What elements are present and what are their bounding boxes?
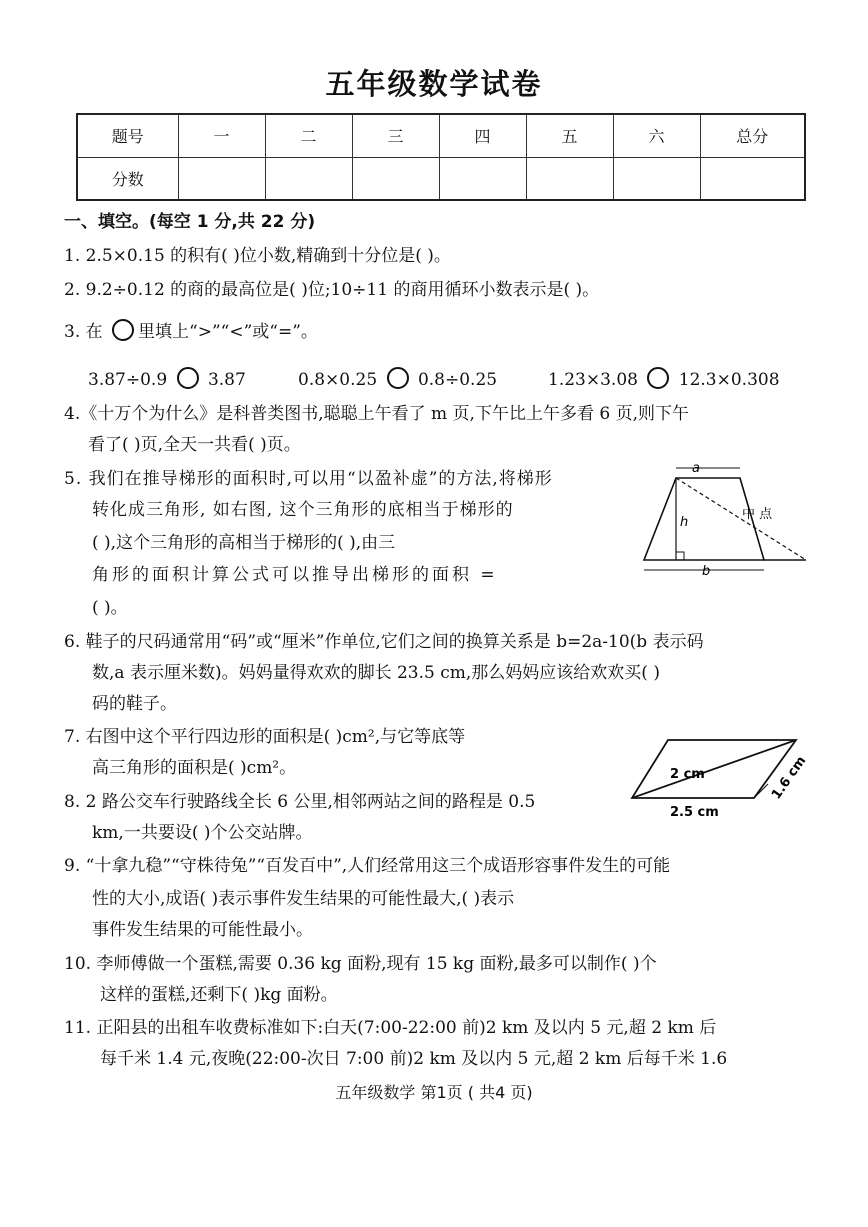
answer-circle[interactable]: [387, 367, 409, 389]
q3-text2: 里填上“>”“<”或“=”。: [138, 322, 318, 342]
label-2.5cm: 2.5 cm: [670, 805, 719, 820]
page-title: 五年级数学试卷: [325, 67, 543, 101]
score-row-label: 分数: [77, 157, 178, 200]
label-h: h: [680, 515, 689, 530]
question-6-line-3: 码的鞋子。: [92, 694, 177, 714]
score-cell[interactable]: [265, 157, 352, 200]
question-5-line-2: 转化成三角形, 如右图, 这个三角形的底相当于梯形的: [92, 500, 514, 520]
label-b: b: [702, 564, 711, 578]
answer-circle[interactable]: [177, 367, 199, 389]
question-5-line-3: ( ),这个三角形的高相当于梯形的( ),由三: [92, 533, 396, 553]
score-cell[interactable]: [178, 157, 265, 200]
score-header-label: 题号: [77, 114, 178, 157]
question-1: 1. 2.5×0.15 的积有( )位小数,精确到十分位是( )。: [64, 246, 451, 266]
label-1.6cm: 1.6 cm: [768, 753, 810, 803]
question-10-line-1: 10. 李师傅做一个蛋糕,需要 0.36 kg 面粉,现有 15 kg 面粉,最多可以制作( )个: [64, 954, 657, 974]
q3-item-left: 0.8×0.25: [298, 370, 378, 390]
label-a: a: [692, 461, 700, 476]
score-table: [76, 113, 806, 201]
question-3: [64, 319, 318, 341]
question-5-line-5: ( )。: [92, 598, 128, 618]
score-header-total: 总分: [700, 114, 805, 157]
q3-item-left: 1.23×3.08: [548, 370, 638, 390]
q3-item-right: 0.8÷0.25: [417, 370, 498, 390]
question-8-line-1: 8. 2 路公交车行驶路线全长 6 公里,相邻两站之间的路程是 0.5: [64, 792, 536, 812]
question-9-line-3: 事件发生结果的可能性最小。: [92, 920, 313, 940]
question-2: 2. 9.2÷0.12 的商的最高位是( )位;10÷11 的商用循环小数表示是( )。: [64, 280, 600, 300]
label-2cm: 2 cm: [670, 767, 705, 782]
q3-item-right: 12.3×0.308: [678, 370, 780, 390]
score-header-2: 二: [265, 114, 352, 157]
question-11-line-2: 每千米 1.4 元,夜晚(22:00-次日 7:00 前)2 km 及以内 5 元,超 2 km 后每千米 1.6: [100, 1049, 728, 1069]
question-5-line-4: 角形的面积计算公式可以推导出梯形的面积 =: [92, 565, 498, 585]
label-midpoint: 中 点: [742, 507, 773, 522]
question-4-line-1: 4.《十万个为什么》是科普类图书,聪聪上午看了 m 页,下午比上午多看 6 页,则下午: [64, 404, 689, 424]
section-heading: 一、填空。(每空 1 分,共 22 分): [64, 212, 316, 232]
score-cell[interactable]: [700, 157, 805, 200]
question-6-line-1: 6. 鞋子的尺码通常用“码”或“厘米”作单位,它们之间的换算关系是 b=2a-10(b 表示码: [64, 632, 704, 652]
page-footer: 五年级数学 第1页 ( 共4 页): [335, 1083, 533, 1102]
q3-item-2: [298, 367, 497, 389]
q3-item-left: 3.87÷0.9: [88, 370, 168, 390]
q3-item-right: 3.87: [207, 370, 246, 390]
score-header-1: 一: [178, 114, 265, 157]
score-header-4: 四: [439, 114, 526, 157]
answer-circle[interactable]: [647, 367, 669, 389]
circle-icon: [112, 319, 134, 341]
q3-item-1: [88, 367, 246, 389]
question-5-line-1: 5. 我们在推导梯形的面积时,可以用“以盈补虚”的方法,将梯形: [64, 469, 553, 489]
question-6-line-2: 数,a 表示厘米数)。妈妈量得欢欢的脚长 23.5 cm,那么妈妈应该给欢欢买( ): [92, 663, 660, 683]
score-header-3: 三: [352, 114, 439, 157]
question-7-line-1: 7. 右图中这个平行四边形的面积是( )cm²,与它等底等: [64, 727, 466, 747]
score-cell[interactable]: [352, 157, 439, 200]
score-cell[interactable]: [439, 157, 526, 200]
q3-item-3: [548, 367, 780, 389]
question-10-line-2: 这样的蛋糕,还剩下( )kg 面粉。: [100, 985, 338, 1005]
question-9-line-1: 9. “十拿九稳”“守株待兔”“百发百中”,人们经常用这三个成语形容事件发生的可能: [64, 856, 671, 876]
question-9-line-2: 性的大小,成语( )表示事件发生结果的可能性最大,( )表示: [92, 889, 515, 909]
score-header-6: 六: [613, 114, 700, 157]
trapezoid-figure: [636, 460, 814, 578]
parallelogram-figure: [628, 728, 814, 824]
q3-text: 3. 在: [64, 322, 103, 342]
question-11-line-1: 11. 正阳县的出租车收费标准如下:白天(7:00-22:00 前)2 km 及以内 5 元,超 2 km 后: [64, 1018, 717, 1038]
question-8-line-2: km,一共要设( )个公交站牌。: [92, 823, 313, 843]
question-7-line-2: 高三角形的面积是( )cm²。: [92, 758, 297, 778]
score-cell[interactable]: [613, 157, 700, 200]
question-4-line-2: 看了( )页,全天一共看( )页。: [88, 435, 301, 455]
score-cell[interactable]: [526, 157, 613, 200]
score-header-5: 五: [526, 114, 613, 157]
